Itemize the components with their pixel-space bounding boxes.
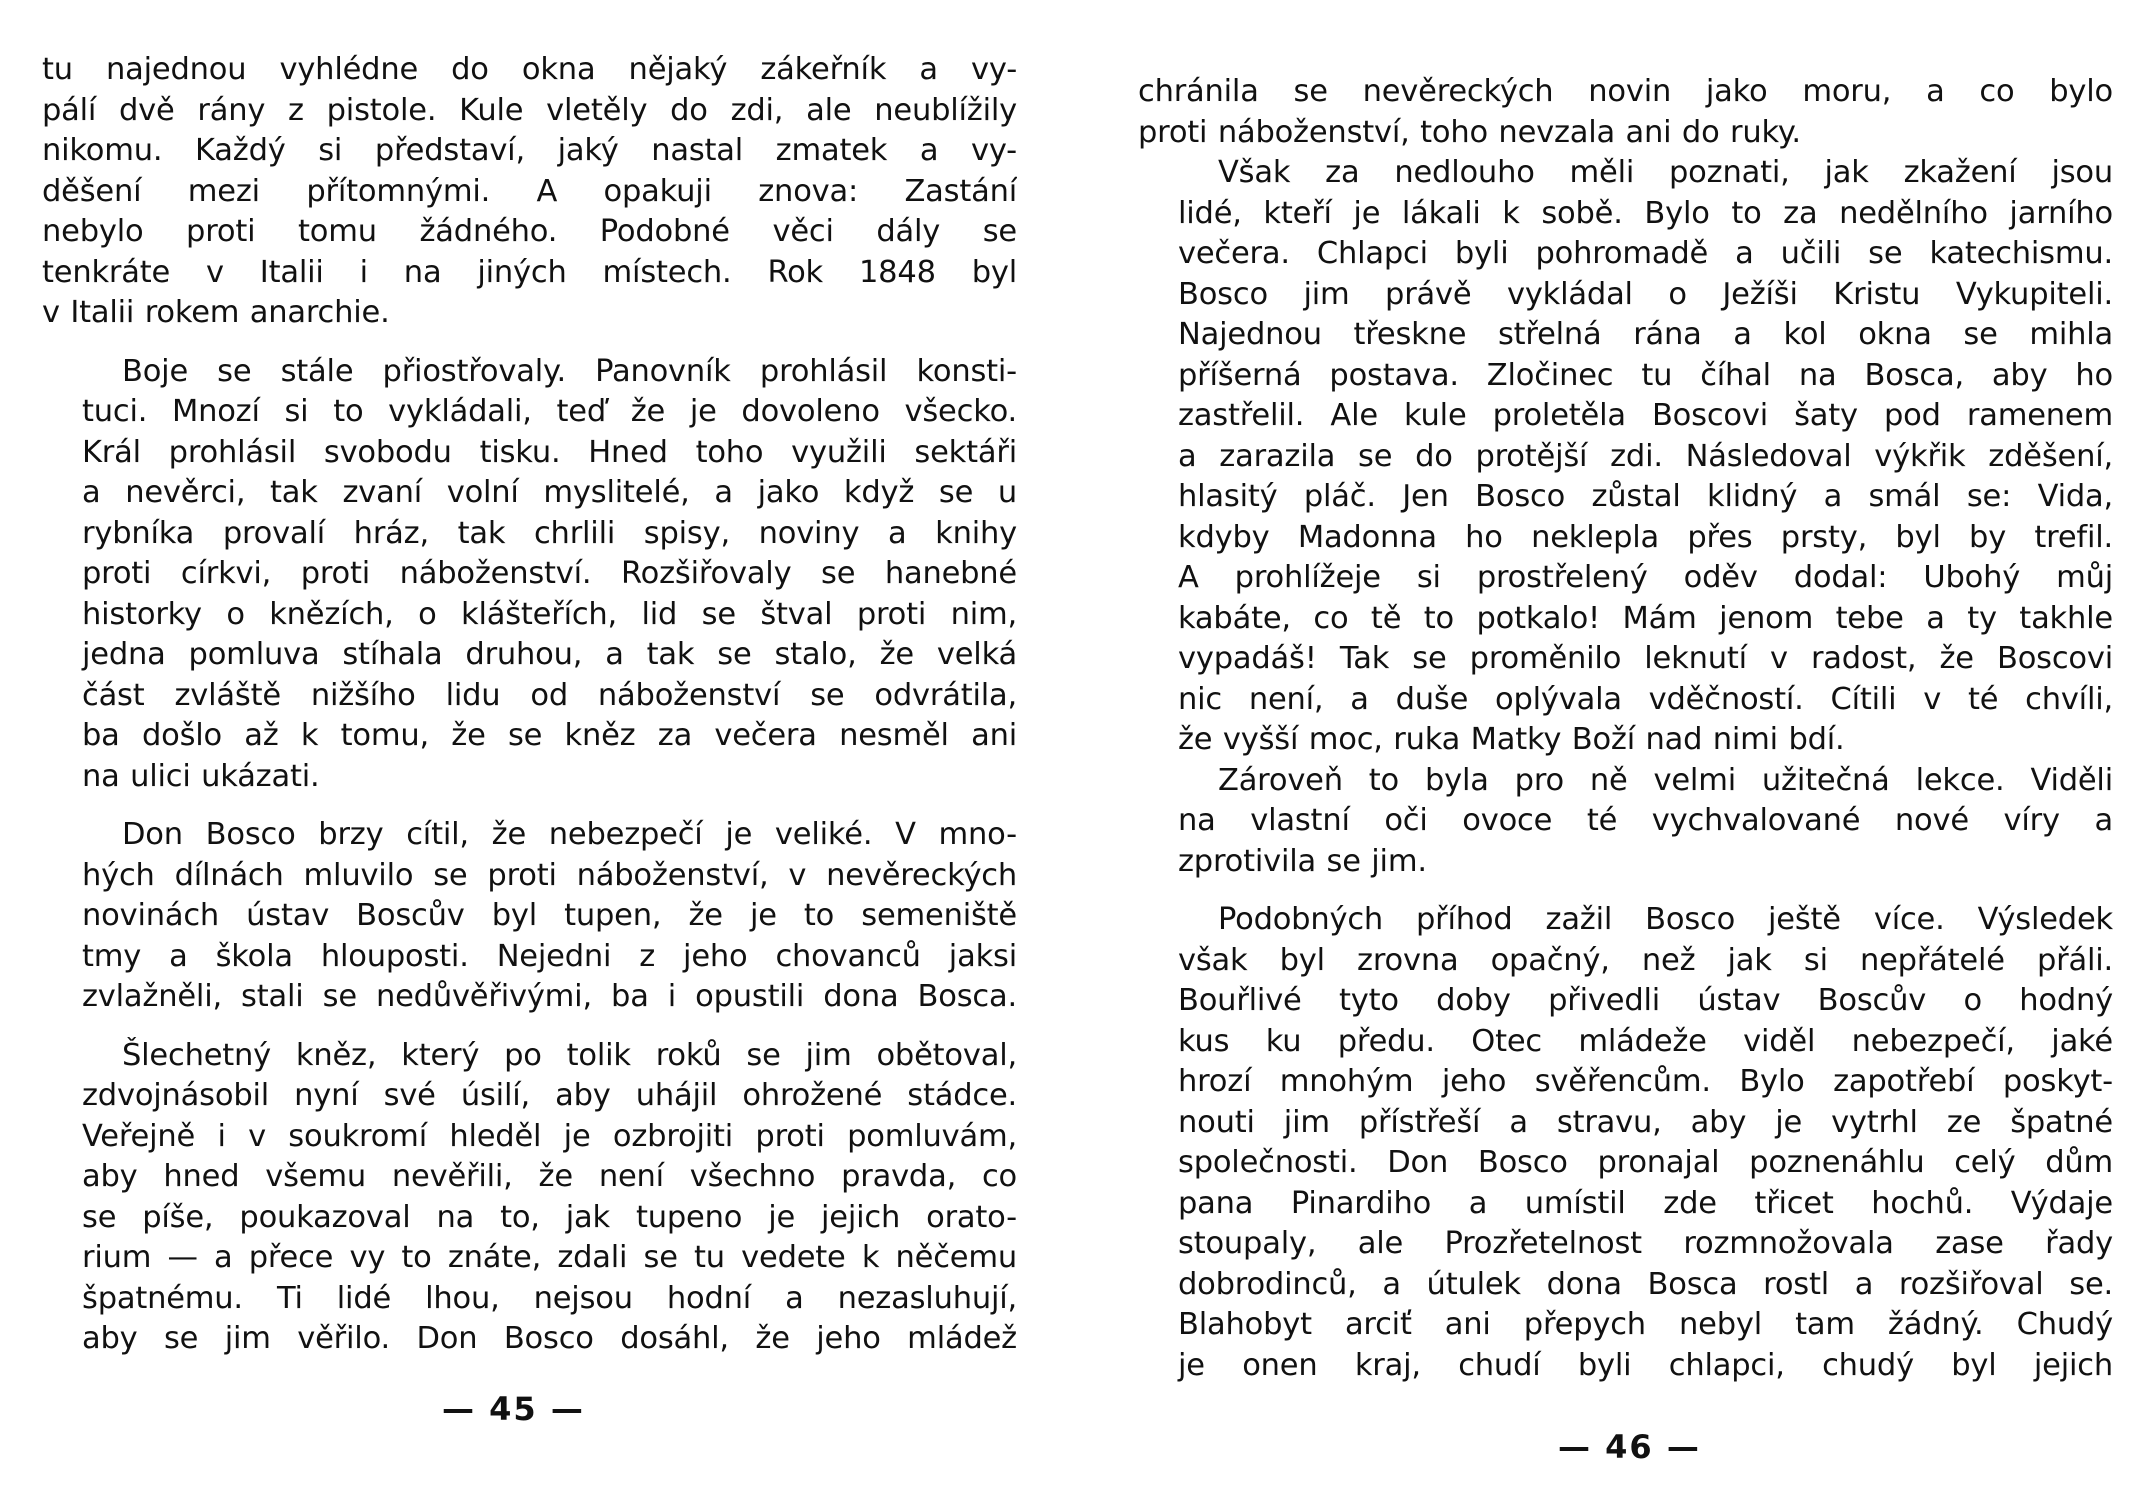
right-page-body [1138,72,2113,1386]
text-line: vypadáš! Tak se proměnilo leknutí v radost, že Boscovi [1178,641,2113,676]
text-line: rybníka provalí hráz, tak chrlili spisy, noviny a knihy [82,515,1017,551]
text-line: příšerná postava. Zločinec tu číhal na Bosca, aby ho [1178,357,2113,393]
text-line: kabáte, co tě to potkalo! Mám jenom tebe a ty takhle [1178,600,2113,636]
text-line: na ulici ukázati. [82,758,320,794]
text-line: zdvojnásobil nyní své úsilí, aby uhájil ohrožené stádce. [82,1078,1017,1113]
page-number-45: — 45 — [442,1390,585,1428]
text-line: nouti jim přístřeší a stravu, aby je vytrhl ze špatné [1178,1104,2113,1140]
text-line: dobrodinců, a útulek dona Bosca rostl a rozšiřoval se. [1178,1266,2113,1302]
left-paragraph-4 [42,1036,1017,1360]
text-line: tmy a škola hlouposti. Nejedni z jeho chovanců jaksi [82,938,1017,974]
text-line: hrozí mnohým jeho svěřencům. Bylo zapotřebí poskyt- [1178,1064,2113,1099]
text-line: novinách ústav Boscův byl tupen, že je to semeniště [82,898,1017,933]
text-line: A prohlížeje si prostřelený oděv dodal: Ubohý můj [1178,560,2113,595]
text-line: kus ku předu. Otec mládeže viděl nebezpečí, jaké [1178,1023,2113,1059]
text-line: a zarazila se do protější zdi. Následoval výkřik zděšení, [1178,438,2113,474]
text-line: aby se jim věřilo. Don Bosco dosáhl, že jeho mládež [82,1321,1017,1356]
text-line: Král prohlásil svobodu tisku. Hned toho využili sektáři [82,434,1017,470]
text-line: Bouřlivé tyto doby přivedli ústav Boscův o hodný [1178,983,2113,1018]
text-line: děšení mezi přítomnými. A opakuji znova: Zastání [42,173,1017,209]
text-line: že vyšší moc, ruka Matky Boží nad nimi bdí. [1178,722,1845,757]
left-paragraph-1 [42,50,1017,334]
text-line: jedna pomluva stíhala druhou, a tak se stalo, že velká [82,637,1017,672]
text-line: kdyby Madonna ho neklepla přes prsty, byl by trefil. [1178,519,2113,555]
right-paragraph-4 [1138,900,2113,1386]
right-paragraph-2 [1138,153,2113,761]
text-line: proti náboženství, toho nevzala ani do ruky. [1138,114,1801,150]
text-line: Zároveň to byla pro ně velmi užitečná lekce. Viděli [1218,762,2113,798]
text-line: Šlechetný kněz, který po tolik roků se jim obětoval, [122,1037,1017,1073]
text-line: zprotivila se jim. [1178,843,1427,879]
text-line: tu najednou vyhlédne do okna nějaký zákeřník a vy- [42,52,1017,87]
text-line: hlasitý pláč. Jen Bosco zůstal klidný a smál se: Vida, [1178,479,2113,514]
text-line: Boje se stále přiostřovaly. Panovník prohlásil konsti- [122,353,1017,389]
text-line: nic není, a duše oplývala vděčností. Cítili v té chvíli, [1178,681,2113,717]
right-paragraph-3 [1138,761,2113,883]
left-paragraph-2 [42,352,1017,798]
text-line: a nevěrci, tak zvaní volní myslitelé, a jako když se u [82,475,1017,510]
text-line: společnosti. Don Bosco pronajal poznenáhlu celý dům [1178,1145,2113,1180]
text-line: Podobných příhod zažil Bosco ještě více. Výsledek [1218,902,2113,937]
text-line: Veřejně i v soukromí hleděl je ozbrojiti proti pomluvám, [82,1118,1017,1154]
text-line: Najednou třeskne střelná rána a kol okna se mihla [1178,317,2113,352]
text-line: tuci. Mnozí si to vykládali, teď že je dovoleno všecko. [82,394,1017,429]
text-line: pálí dvě rány z pistole. Kule vletěly do zdi, ale neublížily [42,92,1017,128]
right-page [1138,0,2113,1500]
text-line: nebylo proti tomu žádného. Podobné věci dály se [42,214,1017,249]
text-line: zvlažněli, stali se nedůvěřivými, ba i opustili dona Bosca. [82,979,1017,1014]
left-paragraph-3 [42,815,1017,1018]
text-line: večera. Chlapci byli pohromadě a učili se katechismu. [1178,236,2113,271]
text-line: rium — a přece vy to znáte, zdali se tu vedete k něčemu [82,1240,1017,1275]
text-line: Don Bosco brzy cítil, že nebezpečí je veliké. V mno- [122,817,1017,852]
text-line: na vlastní oči ovoce té vychvalované nové víry a [1178,803,2113,838]
text-line: nikomu. Každý si představí, jaký nastal zmatek a vy- [42,133,1017,168]
text-line: zastřelil. Ale kule proletěla Boscovi šaty pod ramenem [1178,398,2113,433]
text-line: Bosco jim právě vykládal o Ježíši Kristu Vykupiteli. [1178,276,2113,312]
left-page [42,0,1017,1500]
text-line: chránila se nevěreckých novin jako moru, a co bylo [1138,74,2113,109]
text-line: se píše, poukazoval na to, jak tupeno je jejich orato- [82,1199,1017,1235]
text-line: proti církvi, proti náboženství. Rozšiřovaly se hanebné [82,556,1017,591]
text-line: však byl zrovna opačný, než jak si nepřátelé přáli. [1178,942,2113,978]
text-line: část zvláště nižšího lidu od náboženství se odvrátila, [82,677,1017,713]
text-line: Však za nedlouho měli poznati, jak zkažení jsou [1218,155,2113,190]
text-line: pana Pinardiho a umístil zde třicet hochů. Výdaje [1178,1185,2113,1221]
page-number-46: — 46 — [1558,1428,1701,1466]
text-line: Blahobyt arciť ani přepych nebyl tam žádný. Chudý [1178,1307,2113,1342]
text-line: je onen kraj, chudí byli chlapci, chudý byl jejich [1178,1347,2113,1383]
text-line: tenkráte v Italii i na jiných místech. Rok 1848 byl [42,254,1017,290]
left-page-body [42,50,1017,1360]
text-line: v Italii rokem anarchie. [42,295,390,330]
right-paragraph-1 [1138,72,2113,153]
text-line: historky o knězích, o klášteřích, lid se štval proti nim, [82,596,1017,632]
text-line: stoupaly, ale Prozřetelnost rozmnožovala zase řady [1178,1226,2113,1261]
text-line: hých dílnách mluvilo se proti náboženství, v nevěreckých [82,857,1017,893]
text-line: ba došlo až k tomu, že se kněz za večera nesměl ani [82,718,1017,753]
text-line: špatnému. Ti lidé lhou, nejsou hodní a nezasluhují, [82,1280,1017,1316]
text-line: aby hned všemu nevěřili, že není všechno pravda, co [82,1159,1017,1194]
text-line: lidé, kteří je lákali k sobě. Bylo to za nedělního jarního [1178,195,2113,231]
